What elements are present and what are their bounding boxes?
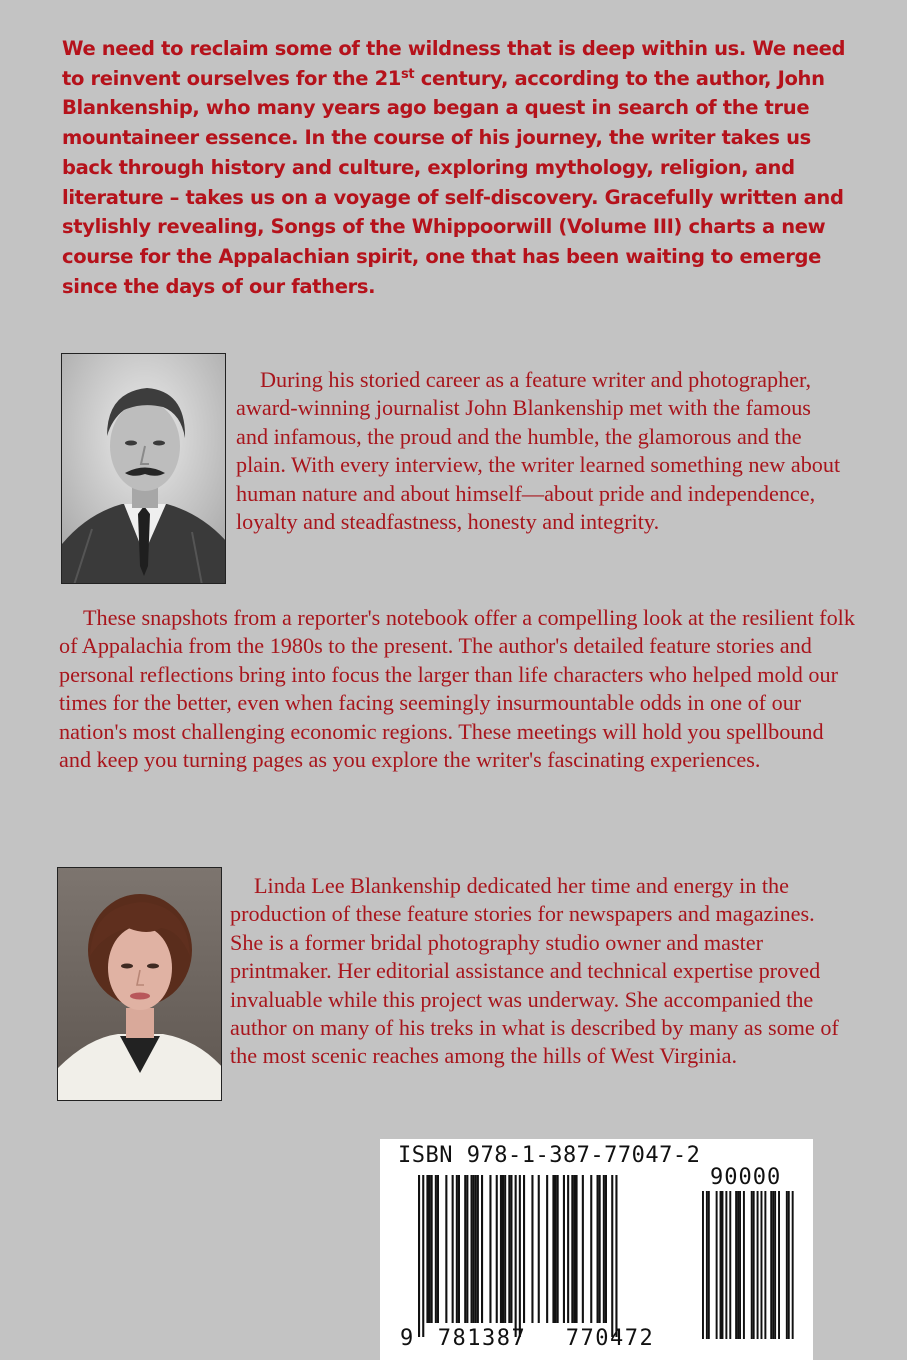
addon-bar	[708, 1191, 710, 1339]
barcode-bar	[590, 1175, 592, 1323]
addon-bar	[778, 1191, 780, 1339]
barcode-bar	[555, 1175, 557, 1323]
addon-bar	[786, 1191, 788, 1339]
barcode-bar	[473, 1175, 475, 1323]
barcode-bar	[464, 1175, 466, 1323]
ean-right-digits: 770472	[565, 1326, 655, 1351]
barcode-bar	[615, 1175, 617, 1337]
book-description: These snapshots from a reporter's notebook offer a compelling look at the resilient folk of Appalachia from the 1980s to the present. The author's detailed feature stories and personal reflections bring into focus the larger than life characters who helped mold our times for the better, even when facing seemingly insurmountable odds in one of our nation's most challenging economic regions. These meetings will hold you spellbound and keep you turning pages as you explore the writer's fascinating experiences.	[59, 605, 855, 773]
blurb-text-end: century, according to the author, John Blankenship, who many years ago began a quest in search of the true mountaineer essence. In the course of his journey, the writer takes us back through history and culture, exploring mythology, religion, and literature – takes us on a voyage of self-discovery. Gracefully written and stylishly revealing, Songs of the Whippoorwill (Volume III) charts a new course for the Appalachian spirit, one that has been waiting to emerge since the days of our fathers.	[62, 66, 844, 298]
addon-bar	[764, 1191, 766, 1339]
addon-bar	[792, 1191, 794, 1339]
barcode-bar	[538, 1175, 540, 1323]
addon-bar	[743, 1191, 745, 1339]
barcode-bar	[611, 1175, 613, 1337]
barcode-bar	[515, 1175, 517, 1337]
addon-bar	[737, 1191, 739, 1339]
barcode-bar	[510, 1175, 512, 1323]
coauthor-portrait-image	[58, 868, 222, 1101]
addon-bar	[757, 1191, 759, 1339]
barcode-bar	[597, 1175, 599, 1323]
price-code: 90000	[710, 1165, 782, 1190]
barcode-bar	[496, 1175, 498, 1323]
addon-bar	[774, 1191, 776, 1339]
barcode-bar	[429, 1175, 431, 1323]
isbn-label: ISBN 978-1-387-77047-2	[398, 1143, 701, 1168]
addon-bar	[751, 1191, 753, 1339]
barcode-bar	[452, 1175, 454, 1323]
cover-blurb	[62, 34, 862, 301]
addon-bar	[770, 1191, 772, 1339]
barcode-bar	[489, 1175, 491, 1323]
addon-bar	[761, 1191, 763, 1339]
barcode-bar	[571, 1175, 573, 1323]
isbn-barcode	[380, 1139, 813, 1360]
barcode-bar	[576, 1175, 578, 1323]
barcode-bar	[475, 1175, 477, 1323]
addon-bar	[722, 1191, 724, 1339]
addon-bar	[706, 1191, 708, 1339]
coauthor-photo	[57, 867, 222, 1101]
barcode-bar	[500, 1175, 502, 1323]
barcode-bar	[504, 1175, 506, 1323]
barcode-bar	[477, 1175, 479, 1323]
author-bio: During his storied career as a feature writer and photographer, award-winning journalist John Blankenship met with the famous and infamous, the proud and the humble, the glamorous and the plain. With every interview, the writer learned something new about human nature and about himself—about pride and independence, loyalty and steadfastness, honesty and integrity.	[236, 367, 841, 535]
barcode-bar	[603, 1175, 605, 1323]
barcode-bar	[519, 1175, 521, 1337]
addon-bar	[716, 1191, 718, 1339]
barcode-bar	[552, 1175, 554, 1323]
addon-bar	[753, 1191, 755, 1339]
addon-bar	[739, 1191, 741, 1339]
blurb-superscript: st	[401, 66, 415, 82]
ean-left-digits: 781387	[437, 1326, 527, 1351]
barcode-bar	[573, 1175, 575, 1323]
addon-bar	[772, 1191, 774, 1339]
barcode-bar	[502, 1175, 504, 1323]
addon-bar	[735, 1191, 737, 1339]
addon-bar	[788, 1191, 790, 1339]
barcode-bar	[471, 1175, 473, 1323]
barcode-bar	[481, 1175, 483, 1323]
barcode-bar	[422, 1175, 424, 1337]
barcode-bar	[567, 1175, 569, 1323]
barcode-bar	[531, 1175, 533, 1323]
barcode-bar	[563, 1175, 565, 1323]
addon-bar	[729, 1191, 731, 1339]
barcode-bar	[437, 1175, 439, 1323]
barcode-bar	[605, 1175, 607, 1323]
barcode-bar	[431, 1175, 433, 1323]
addon-bar	[720, 1191, 722, 1339]
barcode-bar	[426, 1175, 428, 1323]
addon-bar	[702, 1191, 704, 1339]
blurb-text-start: We need to reclaim some of the wildness that is deep within us. We need to reinvent ourselves for the 21	[62, 37, 846, 90]
barcode-bar	[458, 1175, 460, 1323]
barcode-bar	[546, 1175, 548, 1323]
barcode-bar	[418, 1175, 420, 1337]
ean-first-digit: 9	[400, 1326, 414, 1351]
barcode-bar	[599, 1175, 601, 1323]
addon-bar	[725, 1191, 727, 1339]
coauthor-bio: Linda Lee Blankenship dedicated her time and energy in the production of these feature stories for newspapers and magazines. She is a former bridal photography studio owner and master printmaker. Her editorial assistance and technical expertise proved invaluable while this project was underway. She accompanied the author on many of his treks in what is described by many as some of the most scenic reaches among the hills of West Virginia.	[230, 873, 839, 1069]
barcode-bar	[466, 1175, 468, 1323]
barcode-bar	[456, 1175, 458, 1323]
barcode-bar	[445, 1175, 447, 1323]
author-photo	[61, 353, 226, 584]
barcode-bar	[508, 1175, 510, 1323]
barcode-bar	[557, 1175, 559, 1323]
author-portrait-image	[62, 354, 226, 584]
barcode-bar	[523, 1175, 525, 1323]
barcode-bar	[435, 1175, 437, 1323]
barcode-bar	[582, 1175, 584, 1323]
